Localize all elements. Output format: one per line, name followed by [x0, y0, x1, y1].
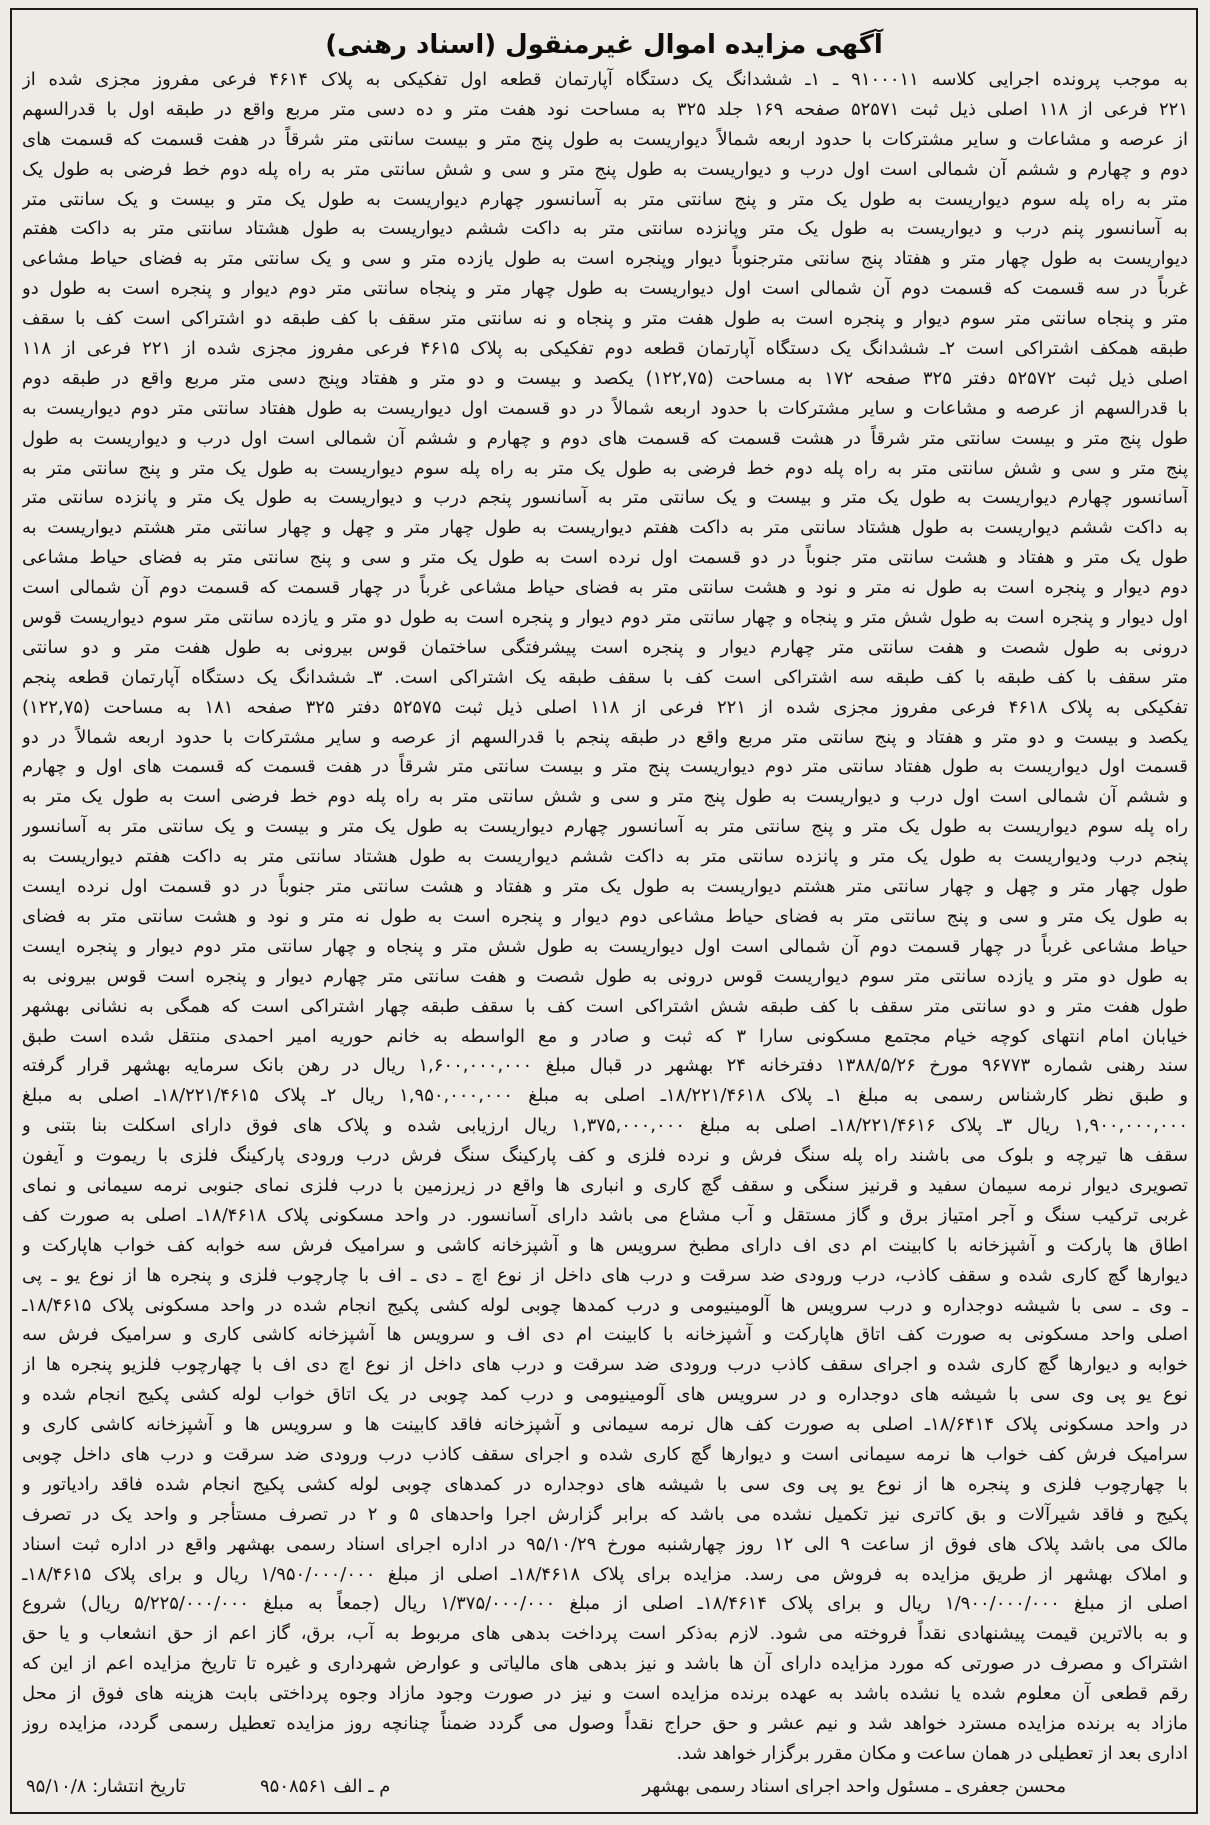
notice-line: با چهارچوب فلزی و پنجره ها از نوع یو پی وی سی با شیشه های دوجداره در کمدهای چوبی لوله کشی پکیج انجام شده فاقد رادیاتور و: [22, 1473, 1188, 1495]
notice-line: دیواریست به طول چهار متر و هفتاد پنج سانتی مترجنوباً دیوار وپنجره است به طول یازده متر و سی و یک سانتی متر به فضای حیاط مشاعی: [22, 248, 1188, 270]
notice-line: یکصد و بیست و دو متر و هفتاد و پنج سانتی متر مربع واقع در طبقه پنجم با قدرالسهم از عرصه و سایر مشترکات با حدود اربعه شمالاً در دو: [22, 726, 1188, 748]
notice-line: اطاق ها پارکت و آشپزخانه با کابینت ام دی اف دارای مطبخ سرویس ها و آشپزخانه کاشی و سرامیک فرش سه خوابه کف خواب هاپارکت و: [22, 1234, 1188, 1256]
notice-line: به طول یک متر و سی و پنج سانتی متر به فضای حیاط مشاعی دوم دیوار و پنجره است به طول نه متر و نود و هشت سانتی متر به فضای: [22, 905, 1188, 927]
reference-code: م ـ الف ۹۵۰۸۵۶۱: [260, 1776, 391, 1797]
notice-line: طول یک متر و هفتاد و هشت سانتی متر جنوباً در دو قسمت اول نرده است به طول یک متر و سی و پنج سانتی متر به فضای حیاط مشاعی: [22, 547, 1188, 569]
notice-line: اصلی ذیل ثبت ۵۲۵۷۲ دفتر ۳۲۵ صفحه ۱۷۲ به مساحت (۱۲۲,۷۵) یکصد و بیست و دو متر و هفتاد وپنج دسی متر مربع واقع در طبقه دوم: [22, 367, 1188, 389]
notice-line: رقم قطعی آن معلوم شده یا نشده باشد به عهده برنده مزایده است و نیز در صورت وجود مازاد وجوه پرداختی بابت هزینه های فوق از محل: [22, 1683, 1188, 1705]
notice-line: راه پله سوم دیواریست به طول یک متر و پنج سانتی متر به آسانسور چهارم دیواریست به طول یک متر و بیست و یک سانتی متر به آسانسور: [22, 816, 1188, 838]
notice-line: متر سقف با کف طبقه با کف طبقه سه اشتراکی است کف با سقف طبقه یک اشتراکی است. ۳ـ ششدانگ یک دستگاه آپارتمان قطعه پنجم: [22, 666, 1188, 688]
notice-frame: [10, 8, 1198, 1814]
notice-line: غربی ترکیب سنگ و آجر امتیاز برق و گاز مستقل و آب مشاع می باشد دارای آسانسور. در واحد مسکونی پلاک ۱۸/۴۶۱۸ـ اصلی به صورت کف: [22, 1204, 1188, 1226]
notice-line: و به بالاترین قیمت پیشنهادی نقداً فروخته می شود. لازم به‌ذکر است پرداخت بدهی های مربوط به آب، برق، گاز اعم از حق انشعاب و یا حق: [22, 1623, 1188, 1645]
notice-body: [22, 65, 1188, 1769]
notice-line: اشتراک و مصرف در صورتی که مورد مزایده دارای آن ها باشد و نیز بدهی های مالیاتی و عوارض شهرداری و غیره تا تاریخ مزایده اعم از این که: [22, 1653, 1188, 1675]
notice-line: طبقه همکف اشتراکی است ۲ـ ششدانگ یک دستگاه آپارتمان قطعه دوم تفکیکی به پلاک ۴۶۱۵ فرعی مفروز مجزی شده از ۲۲۱ فرعی از ۱۱۸: [22, 338, 1188, 360]
notice-line: طول هفت متر و دو سانتی متر سقف با کف طبقه شش اشتراکی است کف با سقف طبقه چهار اشتراکی است که همگی به نشانی بهشهر: [22, 995, 1188, 1017]
notice-line: از عرصه و مشاعات و سایر مشترکات با حدود اربعه شمالاً دیواریست به طول پنج متر و بیست سانتی متر شرقاً در هفت قسمت که قسمت های: [22, 128, 1188, 150]
notice-line: ۲۲۱ فرعی از ۱۱۸ اصلی ذیل ثبت ۵۲۵۷۱ صفحه ۱۶۹ جلد ۳۲۵ به مساحت نود هفت متر و ده دسی متر مربع واقع در طبقه اول با قدرالسهم: [22, 98, 1188, 120]
notice-line: و طبق نظر کارشناس رسمی به مبلغ ۱ـ پلاک ۱۸/۲۲۱/۴۶۱۸ـ اصلی به مبلغ ۱,۹۵۰,۰۰۰,۰۰۰ ریال ۲ـ پلاک ۱۸/۲۲۱/۴۶۱۵ـ اصلی به مبلغ: [22, 1085, 1188, 1107]
notice-line: تفکیکی به پلاک ۴۶۱۸ فرعی مفروز مجزی شده از ۲۲۱ فرعی از ۱۱۸ اصلی ذیل ثبت ۵۲۵۷۵ دفتر ۳۲۵ صفحه ۱۸۱ به مساحت (۱۲۲,۷۵): [22, 696, 1188, 718]
notice-line: خوابه و دیوارها گچ کاری شده و اجرای سقف کاذب درب ورودی ضد سرقت و درب های داخل از نوع اچ دی اف با چهارچوب فلزیو پنجره ها از: [22, 1354, 1188, 1376]
notice-line: اصلی واحد مسکونی به صورت کف اتاق هاپارکت و آشپزخانه با کابینت ام دی اف و سرویس ها آشپزخانه کاشی کاری و سرامیک فرش سه: [22, 1324, 1188, 1346]
notice-line: طول پنج متر و بیست سانتی متر شرقاً در هشت قسمت که قسمت های دوم و چهارم و ششم آن شمالی است اول درب و دیواریست به طول: [22, 427, 1188, 449]
notice-line: اداری بعد از تعطیلی در همان ساعت و مکان مقرر برگزار خواهد شد.: [676, 1742, 1188, 1764]
notice-line: دوم دیوار و پنجره است به طول نه متر و نود و هشت سانتی متر به فضای حیاط مشاعی غرباً در چهار قسمت که قسمت دوم آن شمالی است: [22, 577, 1188, 599]
notice-title: آگهی مزایده اموال غیرمنقول (اسناد رهنی): [325, 30, 883, 60]
notice-line: ۱,۹۰۰,۰۰۰,۰۰۰ ریال ۳ـ پلاک ۱۸/۲۲۱/۴۶۱۶ـ اصلی به مبلغ ۱,۳۷۵,۰۰۰,۰۰۰ ریال ارزیابی شده و پلاک های فوق دارای اسکلت بنا بتنی و: [22, 1115, 1188, 1137]
notice-line: حیاط مشاعی غرباً در چهار قسمت دوم آن شمالی است اول دیواریست به طول شش متر و پنجاه و چهار سانتی متر دوم دیوار و پنجره ایست: [22, 935, 1188, 957]
notice-line: خیابان امام انتهای کوچه خیام مجتمع مسکونی سارا ۳ که ثبت و صادر و مع الواسطه به خانم حوریه امیر احمدی منتقل شده است طبق: [22, 1025, 1188, 1047]
notice-line: در واحد مسکونی پلاک ۱۸/۶۴۱۴ـ اصلی به صورت کف هال نرمه سیمانی و آشپزخانه فاقد کابینت ها و سرویس ها و آشپزخانه کاشی کاری و: [22, 1414, 1188, 1436]
notice-line: به آسانسور پنم درب و دیواریست به طول یک متر وپانزده سانتی متر به داکت ششم دیواریست به طول هشتاد سانتی متر به داکت هفتم: [22, 218, 1188, 240]
notice-line: و املاک بهشهر از طریق مزایده به فروش می رسد. مزایده برای پلاک ۱۸/۴۶۱۸ـ اصلی از مبلغ ۱/۹۵۰/۰۰۰/۰۰۰ ریال و برای پلاک ۱۸/۴۶۱۵ـ: [22, 1563, 1188, 1585]
notice-line: مالک می باشد پلاک های فوق از ساعت ۹ الی ۱۲ روز چهارشنبه مورخ ۹۵/۱۰/۲۹ در اداره اجرای اسناد رسمی بهشهر واقع در اداره ثبت اسناد: [22, 1533, 1188, 1555]
notice-line: متر و پنجاه سانتی متر سوم دیوار و پنجره است به طول هفت متر و پنجاه و نه سانتی متر سقف با کف طبقه دو اشتراکی است کف با سقف: [22, 308, 1188, 330]
notice-line: به داکت ششم دیواریست به طول هشتاد سانتی متر به داکت هفتم دیواریست به طول چهار متر و چهل و چهار سانتی متر هشتم دیواریست به: [22, 517, 1188, 539]
notice-line: و ششم آن شمالی است اول درب و دیواریست به طول پنج متر و سی و شش سانتی متر به راه پله دوم خط فرضی است به طول یک متر به: [22, 786, 1188, 808]
publish-date: تاریخ انتشار: ۹۵/۱۰/۸: [26, 1776, 186, 1797]
notice-line: با قدرالسهم از عرصه و مشاعات و سایر مشترکات با حدود اربعه شمالاً در دو قسمت اول دیواریست به طول هفتاد سانتی متر دوم دیواریست به: [22, 397, 1188, 419]
notice-line: دیوارها گچ کاری شده و سقف کاذب، درب ورودی ضد سرقت و درب های داخل از نوع اچ ـ دی ـ اف با چارچوب فلزی و پنجره ها از نوع یو ـ پی: [22, 1264, 1188, 1286]
notice-line: تصویری دیوار نرمه سیمان سفید و قرنیز سنگی و سقف گچ کاری و انباری ها واقع در زیرزمین با درب فلزی نمای جنوبی نرمه سیمانی و نمای: [22, 1174, 1188, 1196]
notice-line: درونی به طول شصت و هفت سانتی متر چهارم دیوار و پنجره است پیشرفتگی ساختمان قوس بیرونی به طول هفت متر و دو سانتی: [22, 636, 1188, 658]
notice-line: به طول دو متر و یازده سانتی متر سوم دیواریست قوس درونی به طول شصت و هفت سانتی متر چهارم دیوار و پنجره است قوس بیرونی به: [22, 965, 1188, 987]
notice-footer: [12, 1772, 1196, 1802]
notice-line: نوع یو پی وی سی با شیشه های دوجداره و در سرویس های آلومینیومی و درب کمد چوبی در یک اتاق خواب لوله کشی پکیج انجام شده و: [22, 1384, 1188, 1406]
notice-line: اول دیوار و پنجره است به طول شش متر و پنجاه و چهار سانتی متر دوم دیوار و پنجره است به طول دو متر و یازده سانتی متر سوم دیواریست قوس: [22, 607, 1188, 629]
notice-line: طول چهار متر و چهل و چهار سانتی متر هشتم دیواریست به طول یک متر و هفتاد و هشت سانتی متر جنوباً در دو قسمت اول نرده ایست: [22, 876, 1188, 898]
notice-line: قسمت اول دیواریست به طول هفتاد سانتی متر دوم دیواریست پنج متر و بیست سانتی متر شرقاً در هفت قسمت که قسمت های اول و چهارم: [22, 756, 1188, 778]
notice-line: پنجم درب ودیواریست به طول یک متر و پانزده سانتی متر به داکت ششم دیواریست به طول هشتاد سانتی متر به داکت هفتم دیواریست به: [22, 846, 1188, 868]
notice-line: دوم و چهارم و ششم آن شمالی است اول درب و دیواریست به طول پنج متر و سی و شش سانتی متر به راه پله دوم خط فرضی به طول یک: [22, 158, 1188, 180]
notice-line: پکیج و فاقد شیرآلات و بق کاتری نیز تکمیل نشده می باشد که برابر گزارش اجرا واحدهای ۵ و ۲ در تصرف مستأجر و واحد یک در تصرف: [22, 1503, 1188, 1525]
notice-line: به موجب پرونده اجرایی کلاسه ۹۱۰۰۰۱۱ ـ ۱ـ ششدانگ یک دستگاه آپارتمان قطعه اول تفکیکی به پلاک ۴۶۱۴ فرعی مفروز مجزی شده از: [22, 69, 1188, 90]
notice-line: سقف ها تیرچه و بلوک می باشند راه پله سنگ فرش و نرده فلزی و کف پارکینگ سنگ فرش درب ورودی پارکینگ فلزی با ریموت و آیفون: [22, 1145, 1188, 1167]
notice-line: مازاد به برنده مزایده مسترد خواهد شد و نیم عشر و حق حراج نقداً وصول می گردد ضمناً چنانچه روز مزایده تعطیل رسمی گردد، مزایده روز: [22, 1712, 1188, 1734]
signatory: محسن جعفری ـ مسئول واحد اجرای اسناد رسمی بهشهر: [642, 1776, 1066, 1797]
notice-line: ـ وی ـ سی با شیشه دوجداره و درب سرویس ها آلومینیومی و درب کمدها چوبی لوله کشی پکیج انجام شده در واحد مسکونی پلاک ۱۸/۴۶۱۵ـ: [22, 1294, 1188, 1316]
notice-line: سند رهنی شماره ۹۶۷۷۳ مورخ ۱۳۸۸/۵/۲۶ دفترخانه ۲۴ بهشهر در قبال مبلغ ۱,۶۰۰,۰۰۰,۰۰۰ ریال در رهن بانک سرمایه بهشهر قرار گرفته: [22, 1055, 1188, 1077]
notice-line: اصلی از مبلغ ۱/۹۰۰/۰۰۰/۰۰۰ ریال و برای پلاک ۱۸/۴۶۱۴ـ اصلی از مبلغ ۱/۳۷۵/۰۰۰/۰۰۰ ریال (جمعاً به مبلغ ۵/۲۲۵/۰۰۰/۰۰۰ ریال) شروع: [22, 1593, 1188, 1615]
notice-line: غرباً در سه قسمت که قسمت دوم آن شمالی است اول دیواریست به طول چهار متر و پنجاه سانتی متر دوم دیوار و پنجره است به طول دو: [22, 278, 1188, 300]
notice-line: آسانسور چهارم دیواریست به طول یک متر و بیست و یک سانتی متر به آسانسور پنجم درب و دیواریست به طول یک متر و پانزده سانتی متر: [22, 487, 1188, 509]
notice-line: سرامیک فرش کف خواب ها نرمه سیمانی است و دیوارها گچ کاری شده و اجرای سقف کاذب درب ورودی ضد سرقت و درب های داخل چوبی: [22, 1443, 1188, 1465]
notice-line: متر به راه پله سوم دیواریست به طول یک متر و پنج سانتی متر به آسانسور چهارم دیواریست به طول یک متر و بیست و یک سانتی متر: [22, 188, 1188, 210]
notice-line: پنج متر و سی و شش سانتی متر به راه پله دوم خط فرضی به طول یک متر به راه پله سوم دیواریست به طول یک متر و پنج سانتی متر به: [22, 457, 1188, 479]
